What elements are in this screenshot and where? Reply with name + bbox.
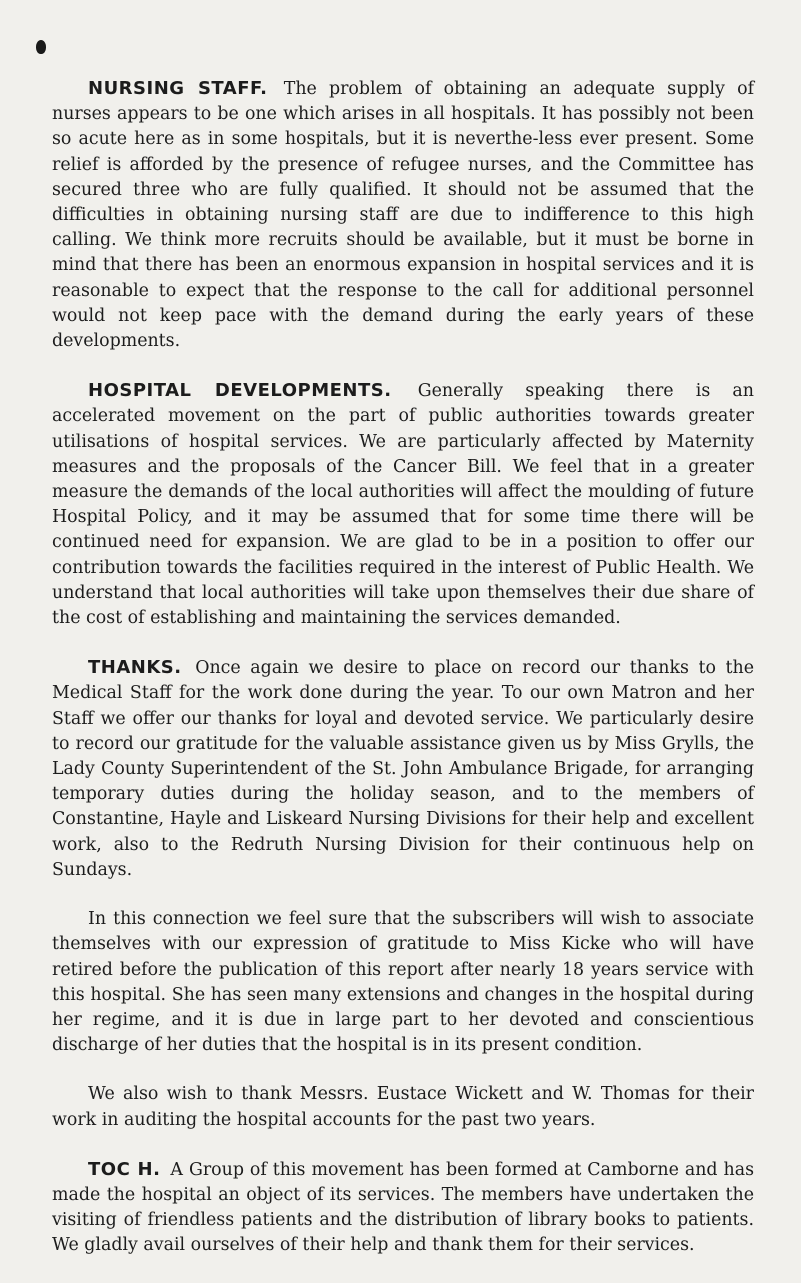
paragraph-toc-h <box>52 1157 754 1259</box>
section-heading-nursing-staff: NURSING STAFF. <box>88 78 268 99</box>
paragraph-retirement <box>52 907 754 1058</box>
paragraph-text: Generally speaking there is an accelerated movement on the part of public authorities towards greater utilisations of hospital services. We are particularly affected by Maternity measures and the proposals of the Cancer Bill. We feel that in a greater measure the demands of the local authorities will affect the moulding of future Hospital Policy, and it may be assumed that for some time there will be continued need for expansion. We are glad to be in a position to offer our contribution towards the facilities required in the interest of Public Health. We understand that local authorities will take upon themselves their due share of the cost of establishing and maintaining the services demanded. <box>52 381 754 629</box>
paragraph-text: Once again we desire to place on record our thanks to the Medical Staff for the work done during the year. To our own Matron and her Staff we offer our thanks for loyal and devoted service. We particularly desire to record our gratitude for the valuable assistance given us by Miss Grylls, the Lady County Superintendent of the St. John Ambulance Brigade, for arranging temporary duties during the holiday season, and to the members of Constantine, Hayle and Liskeard Nursing Divisions for their help and excellent work, also to the Redruth Nursing Division for their continuous help on Sundays. <box>52 658 755 880</box>
section-heading-hospital-developments: HOSPITAL DEVELOPMENTS. <box>88 380 392 402</box>
section-heading-thanks: THANKS. <box>88 657 182 679</box>
paragraph-text: A Group of this movement has been formed at Camborne and has made the hospital an object of its services. The members have undertaken the visiting of friendless patients and the distribution of library books to patients. We gladly avail ourselves of their help and thank them for their services. <box>52 1159 755 1256</box>
paragraph-thanks <box>52 655 754 883</box>
paragraph-text: The problem of obtaining an adequate supply of nurses appears to be one which arises in all hospitals. It has possibly not been so acute here as in some hospitals, but it is neverthe-less ever present. Some relief is afforded by the presence of refugee nurses, and the Committee has secured three who are fully qualified. It should not be assumed that the difficulties in obtaining nursing staff are due to indifference to this high calling. We think more recruits should be available, but it must be borne in mind that there has been an enormous expansion in hospital services and it is reasonable to expect that the response to the call for additional personnel would not keep pace with the demand during the early years of these developments. <box>52 79 755 352</box>
paragraph-hospital-developments <box>52 378 754 631</box>
paragraph-nursing-staff <box>52 76 754 354</box>
paragraph-text: In this connection we feel sure that the subscribers will wish to associate themselves with our expression of gratitude to Miss Kicke who will have retired before the publication of this report after nearly 18 years service with this hospital. She has seen many extensions and changes in the hospital during her regime, and it is due in large part to her devoted and conscientious discharge of her duties that the hospital is in its present condition. <box>52 909 754 1056</box>
section-heading-toc-h: TOC H. <box>88 1158 161 1180</box>
document-page <box>52 76 754 1283</box>
punch-hole-mark <box>36 40 46 54</box>
paragraph-text: We also wish to thank Messrs. Eustace Wickett and W. Thomas for their work in auditing the hospital accounts for the past two years. <box>52 1084 754 1130</box>
paragraph-auditors <box>52 1082 754 1132</box>
